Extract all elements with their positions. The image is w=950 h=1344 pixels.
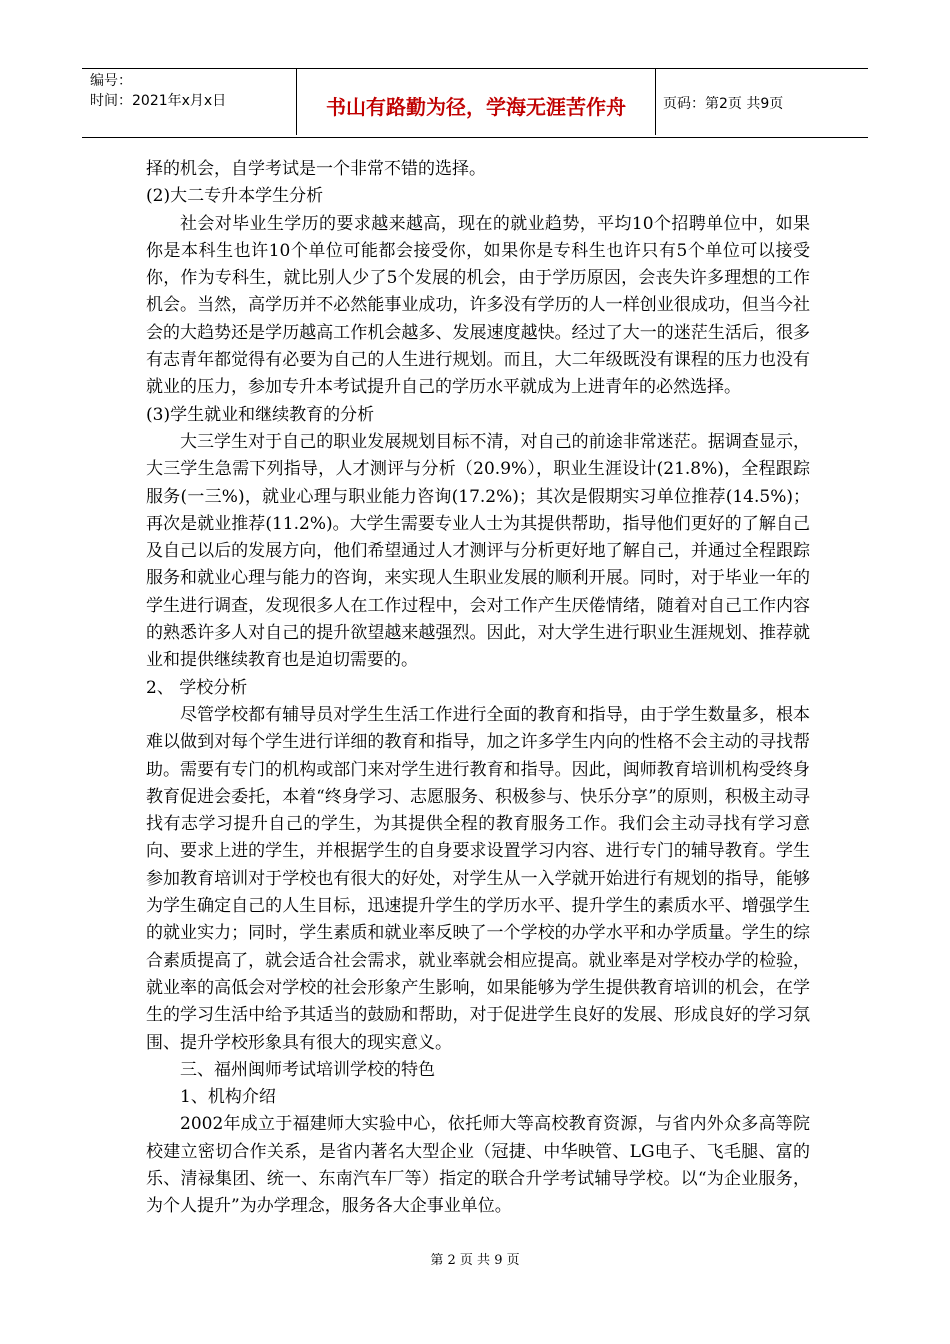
section-heading-junior-college: (2)大二专升本学生分析 bbox=[146, 186, 324, 207]
paragraph-junior-college: 社会对毕业生学历的要求越来越高，现在的就业趋势，平均10个招聘单位中，如果你是本科生也许10个单位可能都会接受你，如果你是专科生也许只有5个单位可以接受你，作为专科生，就比别人少了5个发展的机会，由于学历原因，会丧失许多理想的工作机会。当然，高学历并不必然能事业成功，许多没有学历的人一样创业很成功，但当今社会的大趋势还是学历越高工作机会越多、发展速度越快。经过了大一的迷茫生活后，很多有志青年都觉得有必要为自己的人生进行规划。而且，大二年级既没有课程的压力也没有就业的压力，参加专升本考试提升自己的学历水平就成为上进青年的必然选择。 bbox=[146, 213, 810, 398]
page-header bbox=[82, 68, 868, 138]
section-heading-features: 三、福州闽师考试培训学校的特色 bbox=[180, 1059, 435, 1080]
section-heading-intro: 1、机构介绍 bbox=[180, 1087, 276, 1108]
paragraph-continuation: 择的机会，自学考试是一个非常不错的选择。 bbox=[146, 159, 486, 179]
header-info bbox=[90, 71, 296, 135]
document-body bbox=[146, 156, 810, 1221]
document-time-label: 时间：2021年x月x日 bbox=[90, 93, 227, 109]
section-heading-school: 2、 学校分析 bbox=[146, 677, 248, 698]
paragraph-school: 尽管学校都有辅导员对学生生活工作进行全面的教育和指导，由于学生数量多，根本难以做到对每个学生进行详细的教育和指导，加之许多学生内向的性格不会主动的寻找帮助。需要有专门的机构或部门来对学生进行教育和指导。因此，闽师教育培训机构受终身教育促进会委托，本着“终身学习、志愿服务、积极参与、快乐分享”的原则，积极主动寻找有志学习提升自己的学生，为其提供全程的教育服务工作。我们会主动寻找有学习意向、要求上进的学生，并根据学生的自身要求设置学习内容、进行专门的辅导教育。学生参加教育培训对于学校也有很大的好处，对学生从一入学就开始进行有规划的指导，能够为学生确定自己的人生目标，迅速提升学生的学历水平、提升学生的素质水平、增强学生的就业实力；同时，学生素质和就业率反映了一个学校的办学水平和办学质量。学生的综合素质提高了，就会适合社会需求，就业率就会相应提高。就业率是对学校办学的检验，就业率的高低会对学校的社会形象产生影响，如果能够为学生提供教育培训的机会，在学生的学习生活中给予其适当的鼓励和帮助，对于促进学生良好的发展、形成良好的学习氛围、提升学校形象具有很大的现实意义。 bbox=[146, 704, 810, 1053]
header-motto: 书山有路勤为径，学海无涯苦作舟 bbox=[326, 95, 626, 119]
header-motto-box bbox=[296, 69, 656, 135]
document-number-label: 编号： bbox=[90, 73, 132, 89]
paragraph-employment: 大三学生对于自己的职业发展规划目标不清，对自己的前途非常迷茫。据调查显示，大三学生急需下列指导，人才测评与分析（20.9%），职业生涯设计(21.8%)，全程跟踪服务(一三%)，就业心理与职业能力咨询(17.2%)；其次是假期实习单位推荐(14.5%)；再次是就业推荐(11.2%)。大学生需要专业人士为其提供帮助，指导他们更好的了解自己及自己以后的发展方向，他们希望通过人才测评与分析更好地了解自己，并通过全程跟踪服务和就业心理与能力的咨询，来实现人生职业发展的顺利开展。同时，对于毕业一年的学生进行调查，发现很多人在工作过程中，会对工作产生厌倦情绪，随着对自己工作内容的熟悉许多人对自己的提升欲望越来越强烈。因此，对大学生进行职业生涯规划、推荐就业和提供继续教育也是迫切需要的。 bbox=[146, 431, 810, 671]
section-heading-employment: (3)学生就业和继续教育的分析 bbox=[146, 404, 375, 425]
header-page-number: 页码：第2页 共9页 bbox=[663, 96, 784, 112]
paragraph-intro: 2002年成立于福建师大实验中心，依托师大等高校教育资源，与省内外众多高等院校建立密切合作关系，是省内著名大型企业（冠捷、中华映管、LG电子、飞毛腿、富的乐、清禄集团、统一、东南汽车厂等）指定的联合升学考试辅导学校。以“为企业服务，为个人提升”为办学理念，服务各大企事业单位。 bbox=[146, 1114, 810, 1217]
page-footer: 第 2 页 共 9 页 bbox=[430, 1253, 520, 1268]
